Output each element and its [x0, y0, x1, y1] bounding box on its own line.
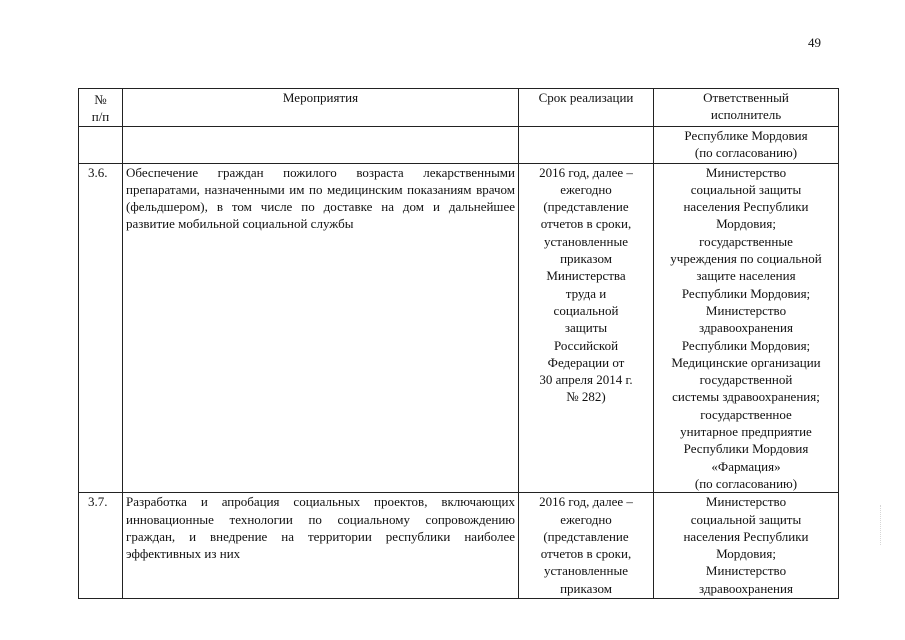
term-line: отчетов в сроки, — [540, 546, 632, 562]
header-responsible — [654, 89, 839, 127]
measures-table — [78, 88, 839, 599]
header-num — [79, 89, 123, 127]
term-line: Российской — [553, 337, 619, 353]
header-term-label: Срок реализации — [538, 90, 634, 105]
cell-num: 3.7. — [79, 493, 123, 599]
responsible-line: Республике Мордовия — [684, 127, 808, 143]
term-line: защиты — [564, 320, 608, 336]
term-line: приказом — [560, 251, 612, 267]
responsible-line: унитарное предприятие — [680, 424, 812, 440]
responsible-line: Медицинские организации — [671, 354, 821, 370]
responsible-line: Министерство — [705, 164, 787, 180]
responsible-line: социальной защиты — [690, 181, 802, 197]
term-line: ежегодно — [560, 181, 612, 197]
term-line: социальной — [553, 302, 619, 318]
responsible-line: учреждения по социальной — [670, 251, 822, 267]
header-activity-label: Мероприятия — [282, 90, 359, 105]
cell-term — [519, 493, 654, 599]
responsible-line: защите населения — [696, 268, 796, 284]
cell-term — [519, 163, 654, 493]
header-num-line: № — [94, 92, 107, 107]
responsible-line: (по согласованию) — [694, 475, 798, 491]
term-line: приказом — [560, 580, 612, 596]
cell-activity: Разработка и апробация социальных проектов, включающих инновационные технологии по социальному сопровождению граждан, и внедрение на территории республики наиболее эффективных из них — [123, 493, 519, 599]
responsible-line: населения Республики — [683, 199, 809, 215]
term-line: Министерства — [546, 268, 626, 284]
cell-activity: Обеспечение граждан пожилого возраста лекарственными препаратами, назначенными им по медицинским показаниям врачом (фельдшером), в том числе по доставке на дом и дальнейшее развитие мобильной социальной службы — [123, 163, 519, 493]
cell-responsible — [654, 493, 839, 599]
term-line: 30 апреля 2014 г. — [539, 372, 633, 388]
term-line: установленные — [544, 233, 628, 249]
responsible-line: государственной — [699, 372, 793, 388]
responsible-line: Министерство — [705, 494, 787, 510]
responsible-line: «Фармация» — [711, 458, 781, 474]
header-responsible-line: исполнитель — [710, 107, 782, 123]
cell-num: 3.6. — [79, 163, 123, 493]
responsible-line: государственные — [699, 233, 793, 249]
term-line: отчетов в сроки, — [540, 216, 632, 232]
term-line: 2016 год, далее – — [539, 494, 633, 510]
responsible-line: Республики Мордовия; — [681, 337, 811, 353]
cell-num — [79, 126, 123, 163]
table-header-row — [79, 89, 839, 127]
responsible-line: здравоохранения — [699, 320, 793, 336]
table-row — [79, 493, 839, 599]
cell-responsible — [654, 163, 839, 493]
term-line: 2016 год, далее – — [539, 164, 633, 180]
responsible-line: Мордовия; — [716, 546, 776, 562]
responsible-line: здравоохранения — [699, 580, 793, 596]
responsible-line: Республики Мордовия — [683, 441, 809, 457]
term-line: (представление — [543, 528, 629, 544]
responsible-line: государственное — [700, 406, 792, 422]
responsible-line: Мордовия; — [716, 216, 776, 232]
responsible-line: системы здравоохранения; — [672, 389, 820, 405]
header-activity — [123, 89, 519, 127]
term-line: № 282) — [566, 389, 606, 405]
responsible-line: Министерство — [705, 302, 787, 318]
term-line: труда и — [565, 285, 607, 301]
term-line: Федерации от — [547, 354, 625, 370]
responsible-line: Министерство — [705, 563, 787, 579]
scan-artifact — [880, 505, 883, 545]
header-num-line: п/п — [91, 109, 110, 125]
responsible-line: Республики Мордовия; — [681, 285, 811, 301]
responsible-line: (по согласованию) — [694, 144, 798, 160]
cell-term — [519, 126, 654, 163]
term-line: ежегодно — [560, 511, 612, 527]
cell-activity — [123, 126, 519, 163]
responsible-line: социальной защиты — [690, 511, 802, 527]
table-row-continuation — [79, 126, 839, 163]
header-term — [519, 89, 654, 127]
cell-responsible — [654, 126, 839, 163]
header-responsible-line: Ответственный — [703, 90, 789, 105]
responsible-line: населения Республики — [683, 528, 809, 544]
term-line: установленные — [544, 563, 628, 579]
page-number: 49 — [808, 35, 821, 50]
term-line: (представление — [543, 199, 629, 215]
table-row — [79, 163, 839, 493]
